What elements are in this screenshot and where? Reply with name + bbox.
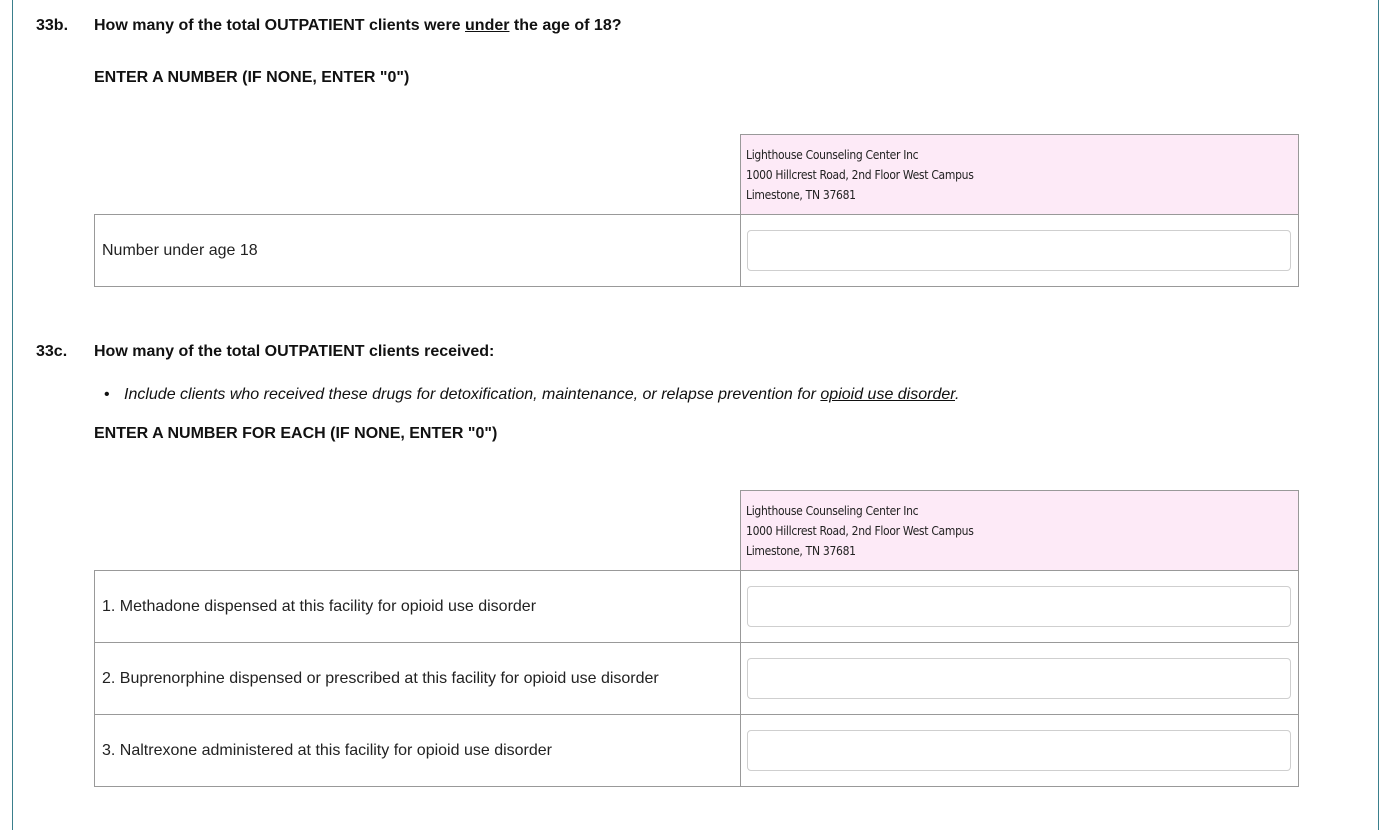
table-33c: [94, 490, 1299, 787]
row-label: 2. Buprenorphine dispensed or prescribed at this facility for opioid use disorder: [95, 643, 741, 715]
facility-city: Limestone, TN 37681: [746, 187, 856, 202]
facility-address: 1000 Hillcrest Road, 2nd Floor West Campus: [746, 523, 974, 538]
row-label: 3. Naltrexone administered at this facility for opioid use disorder: [95, 715, 741, 787]
table-header-spacer: [95, 135, 741, 215]
facility-address: 1000 Hillcrest Road, 2nd Floor West Campus: [746, 167, 974, 182]
table-33b: [94, 134, 1299, 287]
table-row: [95, 571, 1299, 643]
facility-name: Lighthouse Counseling Center Inc: [746, 147, 919, 162]
facility-header: [741, 491, 1299, 571]
bullet-text-part2: .: [955, 386, 960, 403]
question-text-33b: [94, 17, 622, 35]
table-row: [95, 715, 1299, 787]
question-text-33c: How many of the total OUTPATIENT clients received:: [94, 343, 495, 360]
bullet-text-emphasis: opioid use disorder: [820, 386, 955, 403]
naltrexone-input[interactable]: [747, 730, 1291, 771]
facility-city: Limestone, TN 37681: [746, 543, 856, 558]
buprenorphine-input[interactable]: [747, 658, 1291, 699]
input-cell: [741, 571, 1299, 643]
question-text-33b-part1: How many of the total OUTPATIENT clients were: [94, 17, 466, 34]
input-cell: [741, 715, 1299, 787]
bullet-text-part1: Include clients who received these drugs for detoxification, maintenance, or relapse prevention for: [124, 386, 821, 403]
question-text-33b-part2: the age of 18?: [509, 17, 622, 34]
question-text-33b-emphasis: under: [465, 17, 510, 34]
row-label: Number under age 18: [95, 215, 741, 287]
table-header-spacer: [95, 491, 741, 571]
facility-name: Lighthouse Counseling Center Inc: [746, 503, 919, 518]
under-18-input[interactable]: [747, 230, 1291, 271]
bullet-note: [104, 386, 959, 404]
bullet-icon: •: [104, 386, 110, 403]
question-number-33c: 33c.: [36, 343, 68, 360]
methadone-input[interactable]: [747, 586, 1291, 627]
input-cell: [741, 643, 1299, 715]
input-cell: [741, 215, 1299, 287]
row-label: 1. Methadone dispensed at this facility for opioid use disorder: [95, 571, 741, 643]
table-row: [95, 643, 1299, 715]
question-number-33b: 33b.: [36, 17, 69, 34]
facility-header: [741, 135, 1299, 215]
instruction-33b: ENTER A NUMBER (IF NONE, ENTER "0"): [94, 69, 410, 86]
table-row: [95, 215, 1299, 287]
instruction-33c: ENTER A NUMBER FOR EACH (IF NONE, ENTER "0"): [94, 425, 498, 442]
scrollbar-gutter[interactable]: [1380, 0, 1394, 816]
